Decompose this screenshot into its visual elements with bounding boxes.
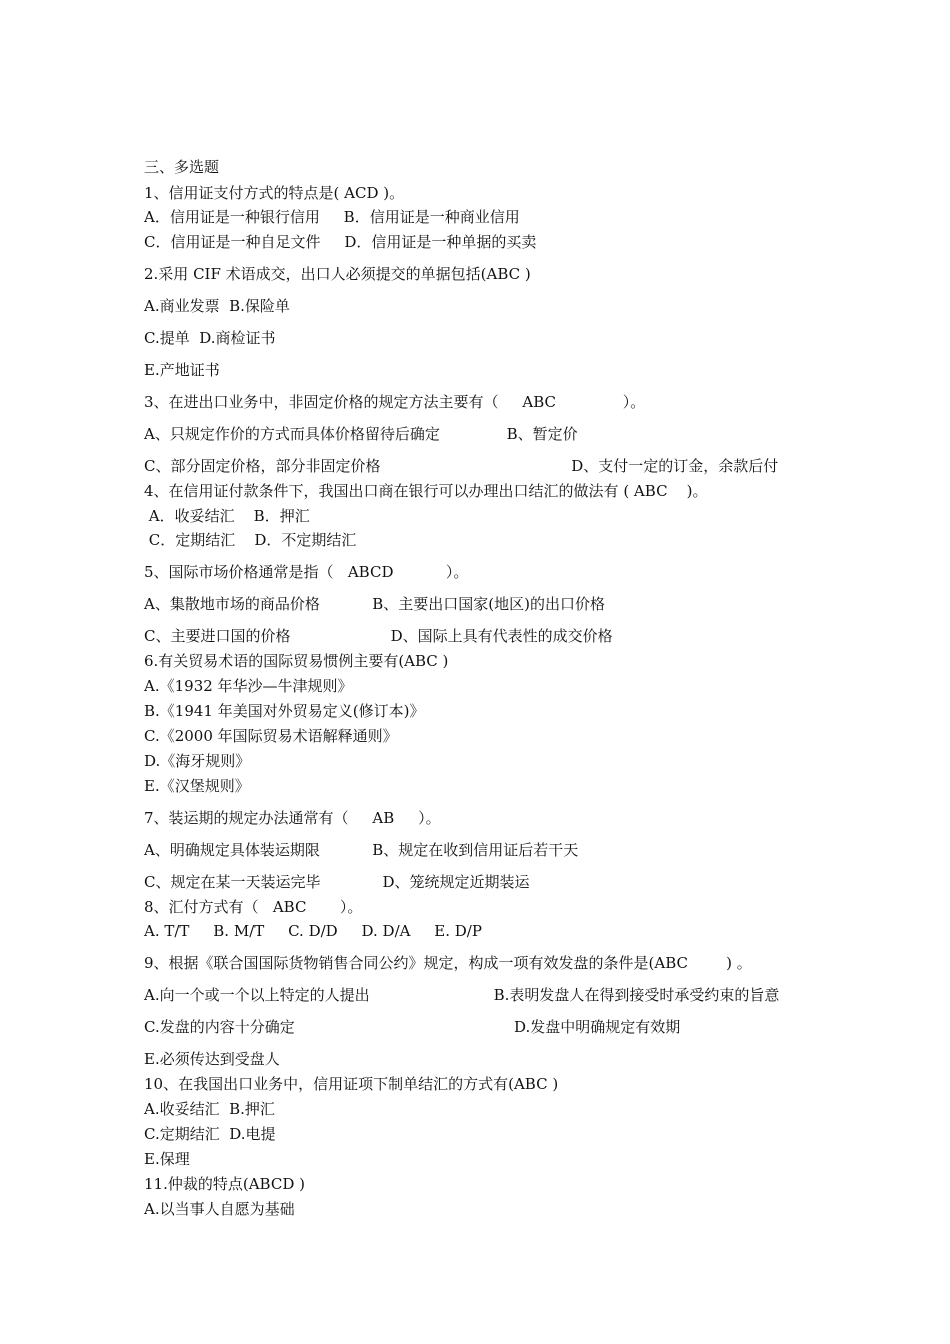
option-line: A.收妥结汇 B.押汇 xyxy=(144,1100,275,1118)
option-line: A、明确规定具体装运期限 B、规定在收到信用证后若干天 xyxy=(144,841,579,859)
question-2: 2.采用 CIF 术语成交，出口人必须提交的单据包括(ABC ) xyxy=(144,265,531,283)
option-line: A.向一个或一个以上特定的人提出 B.表明发盘人在得到接受时承受约束的旨意 xyxy=(144,986,780,1004)
option-line: C.《2000 年国际贸易术语解释通则》 xyxy=(144,727,398,745)
option-line: D.《海牙规则》 xyxy=(144,752,251,770)
question-3: 3、在进出口业务中，非固定价格的规定方法主要有（ ABC ）。 xyxy=(144,393,646,411)
question-5: 5、国际市场价格通常是指（ ABCD ）。 xyxy=(144,563,469,581)
option-line: E.必须传达到受盘人 xyxy=(144,1050,280,1068)
option-line: A.《1932 年华沙—牛津规则》 xyxy=(144,677,353,695)
question-9: 9、根据《联合国国际货物销售合同公约》规定，构成一项有效发盘的条件是(ABC ) 。 xyxy=(144,954,752,972)
option-line: C.提单 D.商检证书 xyxy=(144,329,276,347)
option-line: A、只规定作价的方式而具体价格留待后确定 B、暂定价 xyxy=(144,425,578,443)
question-4: 4、在信用证付款条件下，我国出口商在银行可以办理出口结汇的做法有 ( ABC )。 xyxy=(144,482,708,500)
option-line: C.发盘的内容十分确定 D.发盘中明确规定有效期 xyxy=(144,1018,681,1036)
option-line: C、部分固定价格，部分非固定价格 D、支付一定的订金，余款后付 xyxy=(144,457,779,475)
option-line: A．收妥结汇 B．押汇 xyxy=(144,507,310,525)
option-line: E.《汉堡规则》 xyxy=(144,777,250,795)
option-line: B.《1941 年美国对外贸易定义(修订本)》 xyxy=(144,702,425,720)
option-line: E.产地证书 xyxy=(144,361,220,379)
option-line: C、主要进口国的价格 D、国际上具有代表性的成交价格 xyxy=(144,627,613,645)
question-11: 11.仲裁的特点(ABCD ) xyxy=(144,1175,305,1193)
option-line: A.商业发票 B.保险单 xyxy=(144,297,290,315)
option-line: E.保理 xyxy=(144,1150,190,1168)
section-title: 三、多选题 xyxy=(144,158,220,176)
option-line: A、集散地市场的商品价格 B、主要出口国家(地区)的出口价格 xyxy=(144,595,606,613)
option-line: A．信用证是一种银行信用 B．信用证是一种商业信用 xyxy=(144,208,520,226)
question-8: 8、汇付方式有（ ABC ）。 xyxy=(144,898,363,916)
question-6: 6.有关贸易术语的国际贸易惯例主要有(ABC ) xyxy=(144,652,449,670)
option-line: A. T/T B. M/T C. D/D D. D/A E. D/P xyxy=(144,922,482,940)
option-line: C.定期结汇 D.电提 xyxy=(144,1125,276,1143)
option-line: C．信用证是一种自足文件 D．信用证是一种单据的买卖 xyxy=(144,233,537,251)
option-line: C．定期结汇 D．不定期结汇 xyxy=(144,531,357,549)
option-line: C、规定在某一天装运完毕 D、笼统规定近期装运 xyxy=(144,873,530,891)
option-line: A.以当事人自愿为基础 xyxy=(144,1200,295,1218)
question-1: 1、信用证支付方式的特点是( ACD )。 xyxy=(144,184,405,202)
question-7: 7、装运期的规定办法通常有（ AB ）。 xyxy=(144,809,441,827)
question-10: 10、在我国出口业务中，信用证项下制单结汇的方式有(ABC ) xyxy=(144,1075,559,1093)
